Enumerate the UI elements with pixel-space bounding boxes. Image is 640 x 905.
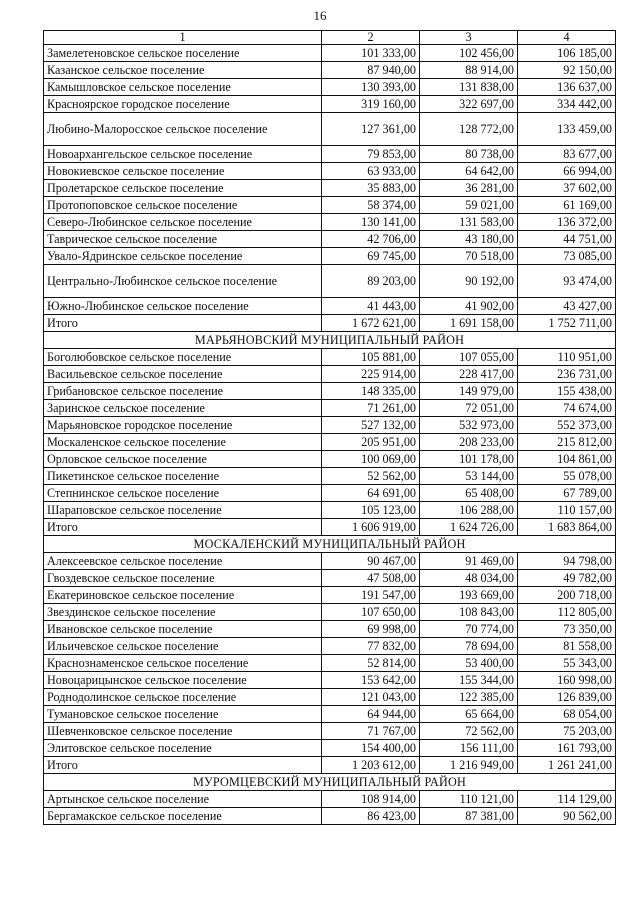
table-row: [44, 248, 616, 265]
value-col-3-cell: 102 456,00: [420, 45, 518, 62]
value-col-2-cell: 101 333,00: [322, 45, 420, 62]
value-col-4-cell: 236 731,00: [518, 366, 616, 383]
value-col-3-cell: 43 180,00: [420, 231, 518, 248]
value-col-2-cell: 71 261,00: [322, 400, 420, 417]
settlement-name-cell: Шевченковское сельское поселение: [44, 723, 322, 740]
value-col-4-cell: 81 558,00: [518, 638, 616, 655]
value-col-3-cell: 155 344,00: [420, 672, 518, 689]
value-col-3-cell: 41 902,00: [420, 298, 518, 315]
settlement-name-cell: Пролетарское сельское поселение: [44, 180, 322, 197]
table-row: [44, 231, 616, 248]
settlement-name-cell: Заринское сельское поселение: [44, 400, 322, 417]
value-col-3-cell: 106 288,00: [420, 502, 518, 519]
value-col-4-cell: 66 994,00: [518, 163, 616, 180]
value-col-2-cell: 90 467,00: [322, 553, 420, 570]
value-col-2-cell: 79 853,00: [322, 146, 420, 163]
value-col-2-cell: 89 203,00: [322, 265, 420, 298]
value-col-3-cell: 70 774,00: [420, 621, 518, 638]
table-row: [44, 62, 616, 79]
value-col-3-cell: 122 385,00: [420, 689, 518, 706]
value-col-3-cell: 53 144,00: [420, 468, 518, 485]
settlement-name-cell: Замелетеновское сельское поселение: [44, 45, 322, 62]
value-col-2-cell: 130 393,00: [322, 79, 420, 96]
value-col-4-cell: 44 751,00: [518, 231, 616, 248]
value-col-2-cell: 148 335,00: [322, 383, 420, 400]
settlement-name-cell: Степнинское сельское поселение: [44, 485, 322, 502]
value-col-2-cell: 63 933,00: [322, 163, 420, 180]
value-col-2-cell: 86 423,00: [322, 808, 420, 825]
district-section-row: [44, 536, 616, 553]
settlement-name-cell: Протопоповское сельское поселение: [44, 197, 322, 214]
table-row: [44, 79, 616, 96]
value-col-4-cell: 93 474,00: [518, 265, 616, 298]
value-col-4-cell: 73 085,00: [518, 248, 616, 265]
value-col-2-cell: 52 814,00: [322, 655, 420, 672]
value-col-2-cell: 77 832,00: [322, 638, 420, 655]
table-row: [44, 298, 616, 315]
value-col-4-cell: 37 602,00: [518, 180, 616, 197]
settlement-name-cell: Тумановское сельское поселение: [44, 706, 322, 723]
settlement-name-cell: Новоархангельское сельское поселение: [44, 146, 322, 163]
table-row: [44, 553, 616, 570]
value-col-3-cell: 78 694,00: [420, 638, 518, 655]
value-col-4-cell: 215 812,00: [518, 434, 616, 451]
value-col-2-cell: 191 547,00: [322, 587, 420, 604]
settlement-name-cell: Южно-Любинское сельское поселение: [44, 298, 322, 315]
settlement-name-cell: Москаленское сельское поселение: [44, 434, 322, 451]
value-col-4-cell: 55 343,00: [518, 655, 616, 672]
column-header-3: 3: [420, 31, 518, 45]
settlement-name-cell: Алексеевское сельское поселение: [44, 553, 322, 570]
value-col-3-cell: 59 021,00: [420, 197, 518, 214]
value-col-2-cell: 105 881,00: [322, 349, 420, 366]
value-col-4-cell: 68 054,00: [518, 706, 616, 723]
table-row: [44, 706, 616, 723]
value-col-4-cell: 1 752 711,00: [518, 315, 616, 332]
table-row: [44, 689, 616, 706]
table-row: [44, 502, 616, 519]
value-col-4-cell: 67 789,00: [518, 485, 616, 502]
value-col-2-cell: 154 400,00: [322, 740, 420, 757]
value-col-3-cell: 101 178,00: [420, 451, 518, 468]
settlement-name-cell: Камышловское сельское поселение: [44, 79, 322, 96]
table-row: [44, 604, 616, 621]
total-row: [44, 757, 616, 774]
value-col-2-cell: 87 940,00: [322, 62, 420, 79]
table-row: [44, 655, 616, 672]
value-col-4-cell: 55 078,00: [518, 468, 616, 485]
value-col-4-cell: 155 438,00: [518, 383, 616, 400]
table-row: [44, 587, 616, 604]
column-header-2: 2: [322, 31, 420, 45]
settlement-name-cell: Марьяновское городское поселение: [44, 417, 322, 434]
value-col-3-cell: 110 121,00: [420, 791, 518, 808]
settlement-name-cell: Ивановское сельское поселение: [44, 621, 322, 638]
value-col-4-cell: 136 372,00: [518, 214, 616, 231]
value-col-3-cell: 88 914,00: [420, 62, 518, 79]
value-col-3-cell: 108 843,00: [420, 604, 518, 621]
table-row: [44, 808, 616, 825]
settlement-name-cell: Увало-Ядринское сельское поселение: [44, 248, 322, 265]
table-row: [44, 791, 616, 808]
value-col-3-cell: 36 281,00: [420, 180, 518, 197]
value-col-2-cell: 527 132,00: [322, 417, 420, 434]
value-col-4-cell: 112 805,00: [518, 604, 616, 621]
settlement-name-cell: Центрально-Любинское сельское поселение: [44, 265, 322, 298]
table-row: [44, 214, 616, 231]
settlement-name-cell: Элитовское сельское поселение: [44, 740, 322, 757]
value-col-2-cell: 1 606 919,00: [322, 519, 420, 536]
value-col-3-cell: 65 408,00: [420, 485, 518, 502]
value-col-4-cell: 110 157,00: [518, 502, 616, 519]
settlement-name-cell: Северо-Любинское сельское поселение: [44, 214, 322, 231]
table-row: [44, 740, 616, 757]
table-row: [44, 672, 616, 689]
value-col-3-cell: 72 051,00: [420, 400, 518, 417]
table-row: [44, 468, 616, 485]
value-col-2-cell: 1 672 621,00: [322, 315, 420, 332]
settlement-name-cell: Таврическое сельское поселение: [44, 231, 322, 248]
settlement-name-cell: Васильевское сельское поселение: [44, 366, 322, 383]
table-row: [44, 349, 616, 366]
settlement-name-cell: Новоцарицынское сельское поселение: [44, 672, 322, 689]
value-col-2-cell: 105 123,00: [322, 502, 420, 519]
total-row: [44, 315, 616, 332]
settlement-name-cell: Артынское сельское поселение: [44, 791, 322, 808]
value-col-2-cell: 107 650,00: [322, 604, 420, 621]
value-col-4-cell: 334 442,00: [518, 96, 616, 113]
column-header-4: 4: [518, 31, 616, 45]
budget-table-body: [44, 31, 616, 825]
value-col-4-cell: 126 839,00: [518, 689, 616, 706]
table-row: [44, 723, 616, 740]
value-col-2-cell: 41 443,00: [322, 298, 420, 315]
value-col-2-cell: 69 998,00: [322, 621, 420, 638]
table-row: [44, 417, 616, 434]
table-row: [44, 45, 616, 62]
table-row: [44, 434, 616, 451]
value-col-3-cell: 1 691 158,00: [420, 315, 518, 332]
budget-table: [43, 30, 616, 825]
table-row: [44, 265, 616, 298]
table-row: [44, 366, 616, 383]
value-col-2-cell: 64 691,00: [322, 485, 420, 502]
settlement-name-cell: Ильичевское сельское поселение: [44, 638, 322, 655]
value-col-4-cell: 92 150,00: [518, 62, 616, 79]
column-header-1: 1: [44, 31, 322, 45]
value-col-4-cell: 104 861,00: [518, 451, 616, 468]
settlement-name-cell: Итого: [44, 757, 322, 774]
district-section-row: [44, 332, 616, 349]
value-col-4-cell: 43 427,00: [518, 298, 616, 315]
value-col-3-cell: 64 642,00: [420, 163, 518, 180]
value-col-2-cell: 225 914,00: [322, 366, 420, 383]
value-col-2-cell: 69 745,00: [322, 248, 420, 265]
value-col-3-cell: 1 216 949,00: [420, 757, 518, 774]
value-col-2-cell: 58 374,00: [322, 197, 420, 214]
value-col-2-cell: 47 508,00: [322, 570, 420, 587]
settlement-name-cell: Казанское сельское поселение: [44, 62, 322, 79]
settlement-name-cell: Пикетинское сельское поселение: [44, 468, 322, 485]
value-col-2-cell: 35 883,00: [322, 180, 420, 197]
value-col-4-cell: 136 637,00: [518, 79, 616, 96]
value-col-3-cell: 128 772,00: [420, 113, 518, 146]
table-row: [44, 96, 616, 113]
value-col-3-cell: 532 973,00: [420, 417, 518, 434]
value-col-3-cell: 72 562,00: [420, 723, 518, 740]
page-number: 16: [313, 8, 327, 23]
value-col-3-cell: 149 979,00: [420, 383, 518, 400]
value-col-4-cell: 83 677,00: [518, 146, 616, 163]
value-col-3-cell: 1 624 726,00: [420, 519, 518, 536]
settlement-name-cell: Грибановское сельское поселение: [44, 383, 322, 400]
table-row: [44, 400, 616, 417]
value-col-2-cell: 100 069,00: [322, 451, 420, 468]
value-col-4-cell: 200 718,00: [518, 587, 616, 604]
value-col-4-cell: 106 185,00: [518, 45, 616, 62]
value-col-4-cell: 73 350,00: [518, 621, 616, 638]
value-col-2-cell: 130 141,00: [322, 214, 420, 231]
value-col-3-cell: 65 664,00: [420, 706, 518, 723]
settlement-name-cell: Шараповское сельское поселение: [44, 502, 322, 519]
settlement-name-cell: Любино-Малоросское сельское поселение: [44, 113, 322, 146]
table-row: [44, 113, 616, 146]
value-col-3-cell: 91 469,00: [420, 553, 518, 570]
table-row: [44, 638, 616, 655]
value-col-2-cell: 153 642,00: [322, 672, 420, 689]
value-col-4-cell: 49 782,00: [518, 570, 616, 587]
value-col-4-cell: 161 793,00: [518, 740, 616, 757]
settlement-name-cell: Красноярское городское поселение: [44, 96, 322, 113]
value-col-4-cell: 160 998,00: [518, 672, 616, 689]
value-col-4-cell: 94 798,00: [518, 553, 616, 570]
table-row: [44, 163, 616, 180]
value-col-3-cell: 131 838,00: [420, 79, 518, 96]
value-col-4-cell: 90 562,00: [518, 808, 616, 825]
table-row: [44, 621, 616, 638]
value-col-3-cell: 87 381,00: [420, 808, 518, 825]
value-col-3-cell: 48 034,00: [420, 570, 518, 587]
value-col-3-cell: 70 518,00: [420, 248, 518, 265]
column-header-row: [44, 31, 616, 45]
value-col-4-cell: 61 169,00: [518, 197, 616, 214]
table-row: [44, 383, 616, 400]
value-col-2-cell: 42 706,00: [322, 231, 420, 248]
value-col-4-cell: 1 261 241,00: [518, 757, 616, 774]
settlement-name-cell: Бергамакское сельское поселение: [44, 808, 322, 825]
settlement-name-cell: Звездинское сельское поселение: [44, 604, 322, 621]
value-col-2-cell: 205 951,00: [322, 434, 420, 451]
settlement-name-cell: Роднодолинское сельское поселение: [44, 689, 322, 706]
value-col-3-cell: 90 192,00: [420, 265, 518, 298]
table-row: [44, 485, 616, 502]
value-col-2-cell: 108 914,00: [322, 791, 420, 808]
district-heading-maryanovsky: МАРЬЯНОВСКИЙ МУНИЦИПАЛЬНЫЙ РАЙОН: [44, 332, 616, 349]
value-col-3-cell: 322 697,00: [420, 96, 518, 113]
value-col-2-cell: 64 944,00: [322, 706, 420, 723]
value-col-4-cell: 133 459,00: [518, 113, 616, 146]
settlement-name-cell: Итого: [44, 519, 322, 536]
value-col-2-cell: 121 043,00: [322, 689, 420, 706]
settlement-name-cell: Боголюбовское сельское поселение: [44, 349, 322, 366]
district-section-row: [44, 774, 616, 791]
value-col-3-cell: 80 738,00: [420, 146, 518, 163]
settlement-name-cell: Краснознаменское сельское поселение: [44, 655, 322, 672]
value-col-2-cell: 52 562,00: [322, 468, 420, 485]
value-col-3-cell: 53 400,00: [420, 655, 518, 672]
value-col-3-cell: 228 417,00: [420, 366, 518, 383]
district-heading-moskalensky: МОСКАЛЕНСКИЙ МУНИЦИПАЛЬНЫЙ РАЙОН: [44, 536, 616, 553]
value-col-4-cell: 114 129,00: [518, 791, 616, 808]
value-col-2-cell: 319 160,00: [322, 96, 420, 113]
settlement-name-cell: Новокиевское сельское поселение: [44, 163, 322, 180]
value-col-2-cell: 127 361,00: [322, 113, 420, 146]
total-row: [44, 519, 616, 536]
table-row: [44, 570, 616, 587]
value-col-3-cell: 193 669,00: [420, 587, 518, 604]
value-col-2-cell: 1 203 612,00: [322, 757, 420, 774]
value-col-4-cell: 74 674,00: [518, 400, 616, 417]
value-col-2-cell: 71 767,00: [322, 723, 420, 740]
district-heading-muromtsevsky: МУРОМЦЕВСКИЙ МУНИЦИПАЛЬНЫЙ РАЙОН: [44, 774, 616, 791]
settlement-name-cell: Гвоздевское сельское поселение: [44, 570, 322, 587]
value-col-4-cell: 1 683 864,00: [518, 519, 616, 536]
value-col-4-cell: 552 373,00: [518, 417, 616, 434]
value-col-4-cell: 110 951,00: [518, 349, 616, 366]
table-row: [44, 451, 616, 468]
table-row: [44, 180, 616, 197]
settlement-name-cell: Итого: [44, 315, 322, 332]
value-col-3-cell: 156 111,00: [420, 740, 518, 757]
table-row: [44, 146, 616, 163]
value-col-3-cell: 208 233,00: [420, 434, 518, 451]
value-col-3-cell: 107 055,00: [420, 349, 518, 366]
settlement-name-cell: Екатериновское сельское поселение: [44, 587, 322, 604]
value-col-4-cell: 75 203,00: [518, 723, 616, 740]
table-row: [44, 197, 616, 214]
value-col-3-cell: 131 583,00: [420, 214, 518, 231]
settlement-name-cell: Орловское сельское поселение: [44, 451, 322, 468]
